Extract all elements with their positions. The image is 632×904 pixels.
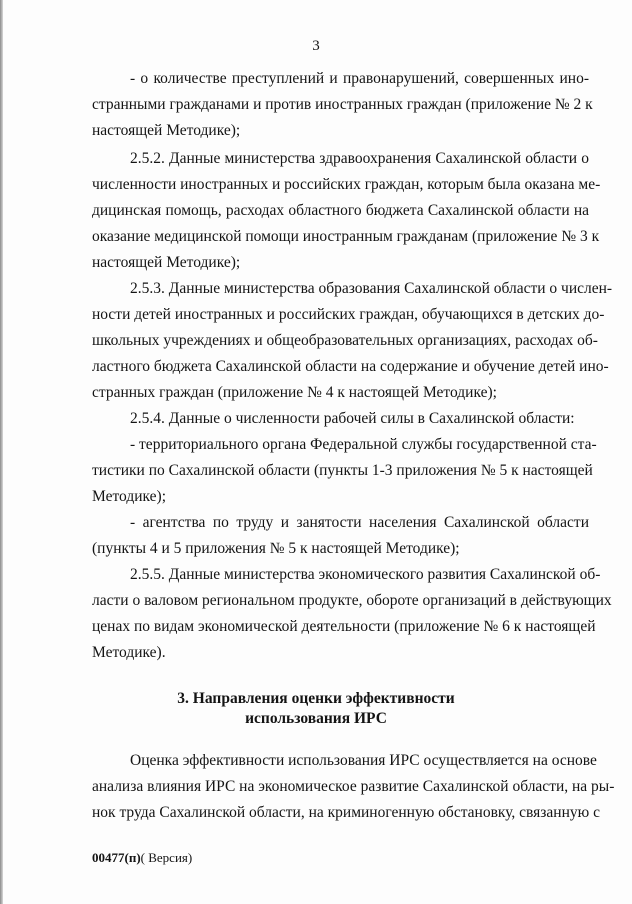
text-line: ценах по видам экономической деятельности (приложение № 6 к настоящей	[92, 618, 596, 635]
page-edge-shadow	[0, 0, 3, 904]
text-line: - территориального органа Федеральной службы государственной ста-	[130, 436, 597, 453]
text-line: анализа влияния ИРС на экономическое развитие Сахалинской области, на ры-	[92, 778, 615, 795]
text-line: нок труда Сахалинской области, на криминогенную обстановку, связанную с	[92, 804, 600, 821]
text-line: (пункты 4 и 5 приложения № 5 к настоящей Методике);	[92, 540, 460, 557]
text-line: оказание медицинской помощи иностранным гражданам (приложение № 3 к	[92, 228, 600, 245]
text-line: численности иностранных и российских граждан, которым была оказана ме-	[92, 176, 601, 193]
document-footer	[92, 850, 192, 866]
text-line: настоящей Методике);	[92, 122, 241, 139]
text-line: тистики по Сахалинской области (пункты 1-3 приложения № 5 к настоящей	[92, 462, 593, 479]
text-line: - агентства по труду и занятости населения Сахалинской области	[130, 514, 589, 531]
text-line: ласти о валовом региональном продукте, обороте организаций в действующих	[92, 592, 612, 609]
text-line: 2.5.4. Данные о численности рабочей силы в Сахалинской области:	[130, 410, 575, 427]
text-line: настоящей Методике);	[92, 254, 241, 271]
text-line: странных граждан (приложение № 4 к настоящей Методике);	[92, 384, 497, 401]
document-code: 00477(п)	[92, 850, 141, 865]
text-line: школьных учреждениях и общеобразовательных организациях, расходах об-	[92, 332, 598, 349]
text-line: Оценка эффективности использования ИРС осуществляется на основе	[130, 752, 597, 769]
text-line: 2.5.5. Данные министерства экономического развития Сахалинской об-	[130, 566, 601, 583]
text-line: ластного бюджета Сахалинской области на содержание и обучение детей ино-	[92, 358, 609, 375]
text-line: ности детей иностранных и российских граждан, обучающихся в детских до-	[92, 306, 605, 323]
text-line: - о количестве преступлений и правонарушений, совершенных ино-	[130, 70, 589, 87]
text-line: 2.5.2. Данные министерства здравоохранения Сахалинской области о	[130, 150, 589, 167]
text-line: странными гражданами и против иностранных граждан (приложение № 2 к	[92, 96, 593, 113]
section-heading-line2: использования ИРС	[245, 710, 387, 727]
text-line: Методике);	[92, 488, 167, 505]
text-line: Методике).	[92, 644, 166, 661]
page-number: 3	[312, 38, 320, 54]
section-heading-line1: 3. Направления оценки эффективности	[177, 690, 455, 707]
document-version: ( Версия)	[140, 850, 193, 865]
text-line: дицинская помощь, расходах областного бюджета Сахалинской области на	[92, 202, 589, 219]
text-line: 2.5.3. Данные министерства образования Сахалинской области о числен-	[130, 280, 613, 297]
